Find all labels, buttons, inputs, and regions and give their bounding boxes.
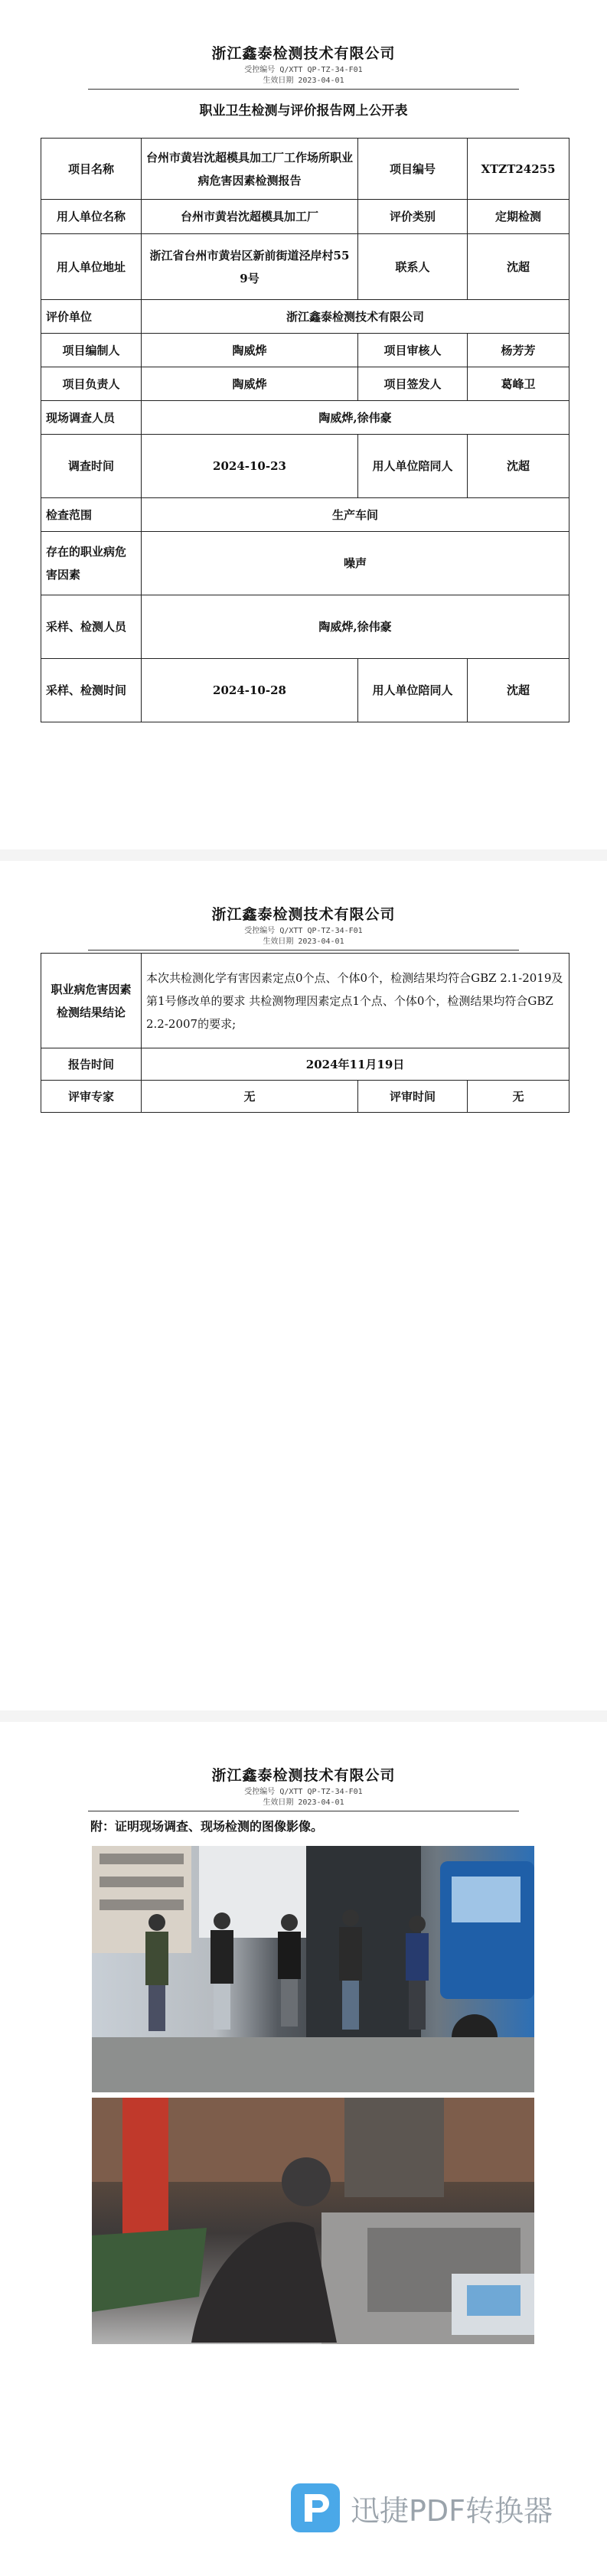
site-sampling-photo xyxy=(92,2098,534,2344)
site-survey-photo-illustration xyxy=(92,1846,534,2092)
address-value: 浙江省台州市黄岩区新前街道泾岸村559号 xyxy=(142,234,358,300)
hazards-label: 存在的职业病危害因素 xyxy=(41,532,142,595)
employer-value: 台州市黄岩沈超模具加工厂 xyxy=(142,200,358,234)
employer-label: 用人单位名称 xyxy=(41,200,142,234)
table-row xyxy=(41,200,569,234)
sampling-time-label: 采样、检测时间 xyxy=(41,659,142,722)
contact-value: 沈超 xyxy=(468,234,569,300)
sampling-staff-value: 陶威烨,徐伟豪 xyxy=(142,595,569,659)
report-page-2 xyxy=(0,861,607,1710)
experts-value: 无 xyxy=(142,1081,358,1113)
issuer-label: 项目签发人 xyxy=(358,367,468,401)
leader-label: 项目负责人 xyxy=(41,367,142,401)
survey-staff-value: 陶威烨,徐伟豪 xyxy=(142,401,569,435)
sampling-time-value: 2024-10-28 xyxy=(142,659,358,722)
disclosure-table xyxy=(41,138,569,722)
header-divider xyxy=(88,89,519,90)
project-no-label: 项目编号 xyxy=(358,139,468,200)
table-row xyxy=(41,1048,569,1081)
experts-label: 评审专家 xyxy=(41,1081,142,1113)
document-title: 职业卫生检测与评价报告网上公开表 xyxy=(199,103,408,119)
watermark-text: 迅捷PDF转换器 xyxy=(351,2493,553,2528)
effective-date: 生效日期 2023-04-01 xyxy=(263,77,344,85)
sampling-staff-label: 采样、检测人员 xyxy=(41,595,142,659)
survey-time-value: 2024-10-23 xyxy=(142,435,358,498)
compiler-label: 项目编制人 xyxy=(41,334,142,367)
project-name-label: 项目名称 xyxy=(41,139,142,200)
company-header: 浙江鑫泰检测技术有限公司 xyxy=(211,906,396,923)
report-page-3 xyxy=(0,1722,607,2576)
eval-unit-label: 评价单位 xyxy=(41,300,142,334)
table-row xyxy=(41,1081,569,1113)
table-row xyxy=(41,300,569,334)
control-number: 受控编号 Q/XTT QP-TZ-34-F01 xyxy=(244,66,363,74)
survey-time-label: 调查时间 xyxy=(41,435,142,498)
scope-label: 检查范围 xyxy=(41,498,142,532)
address-label: 用人单位地址 xyxy=(41,234,142,300)
header-divider xyxy=(88,950,519,951)
conclusion-table xyxy=(41,953,569,1113)
effective-date: 生效日期 2023-04-01 xyxy=(263,937,344,946)
control-number: 受控编号 Q/XTT QP-TZ-34-F01 xyxy=(244,927,363,935)
eval-unit-value: 浙江鑫泰检测技术有限公司 xyxy=(142,300,569,334)
pdf-logo-icon xyxy=(291,2483,340,2532)
reviewer-value: 杨芳芳 xyxy=(468,334,569,367)
hazards-value: 噪声 xyxy=(142,532,569,595)
eval-type-value: 定期检测 xyxy=(468,200,569,234)
table-row xyxy=(41,595,569,659)
appendix-caption: 附：证明现场调查、现场检测的图像影像。 xyxy=(90,1819,324,1834)
review-time-label: 评审时间 xyxy=(358,1081,468,1113)
table-row xyxy=(41,234,569,300)
company-header: 浙江鑫泰检测技术有限公司 xyxy=(211,1767,396,1784)
review-time-value: 无 xyxy=(468,1081,569,1113)
contact-label: 联系人 xyxy=(358,234,468,300)
report-time-value: 2024年11月19日 xyxy=(142,1048,569,1081)
table-row xyxy=(41,435,569,498)
site-sampling-photo-illustration xyxy=(92,2098,534,2344)
converter-watermark xyxy=(291,2483,553,2532)
survey-accompany-value: 沈超 xyxy=(468,435,569,498)
scope-value: 生产车间 xyxy=(142,498,569,532)
site-survey-photo xyxy=(92,1846,534,2092)
sampling-accompany-label: 用人单位陪同人 xyxy=(358,659,468,722)
table-row xyxy=(41,659,569,722)
report-page-1 xyxy=(0,0,607,849)
project-name-value: 台州市黄岩沈超模具加工厂工作场所职业病危害因素检测报告 xyxy=(142,139,358,200)
leader-value: 陶威烨 xyxy=(142,367,358,401)
conclusion-label: 职业病危害因素检测结果结论 xyxy=(41,954,142,1048)
issuer-value: 葛峰卫 xyxy=(468,367,569,401)
table-row xyxy=(41,334,569,367)
eval-type-label: 评价类别 xyxy=(358,200,468,234)
survey-staff-label: 现场调查人员 xyxy=(41,401,142,435)
company-header: 浙江鑫泰检测技术有限公司 xyxy=(211,45,396,62)
survey-accompany-label: 用人单位陪同人 xyxy=(358,435,468,498)
compiler-value: 陶威烨 xyxy=(142,334,358,367)
table-row xyxy=(41,367,569,401)
table-row xyxy=(41,401,569,435)
table-row xyxy=(41,532,569,595)
reviewer-label: 项目审核人 xyxy=(358,334,468,367)
control-number: 受控编号 Q/XTT QP-TZ-34-F01 xyxy=(244,1788,363,1796)
report-time-label: 报告时间 xyxy=(41,1048,142,1081)
conclusion-value: 本次共检测化学有害因素定点0个点、个体0个，检测结果均符合GBZ 2.1-2019及第1号修改单的要求 共检测物理因素定点1个点、个体0个，检测结果均符合GBZ 2.2-2007的要求; xyxy=(142,954,569,1048)
table-row xyxy=(41,139,569,200)
project-no-value: XTZT24255 xyxy=(468,139,569,200)
table-row xyxy=(41,954,569,1048)
effective-date: 生效日期 2023-04-01 xyxy=(263,1798,344,1807)
sampling-accompany-value: 沈超 xyxy=(468,659,569,722)
table-row xyxy=(41,498,569,532)
